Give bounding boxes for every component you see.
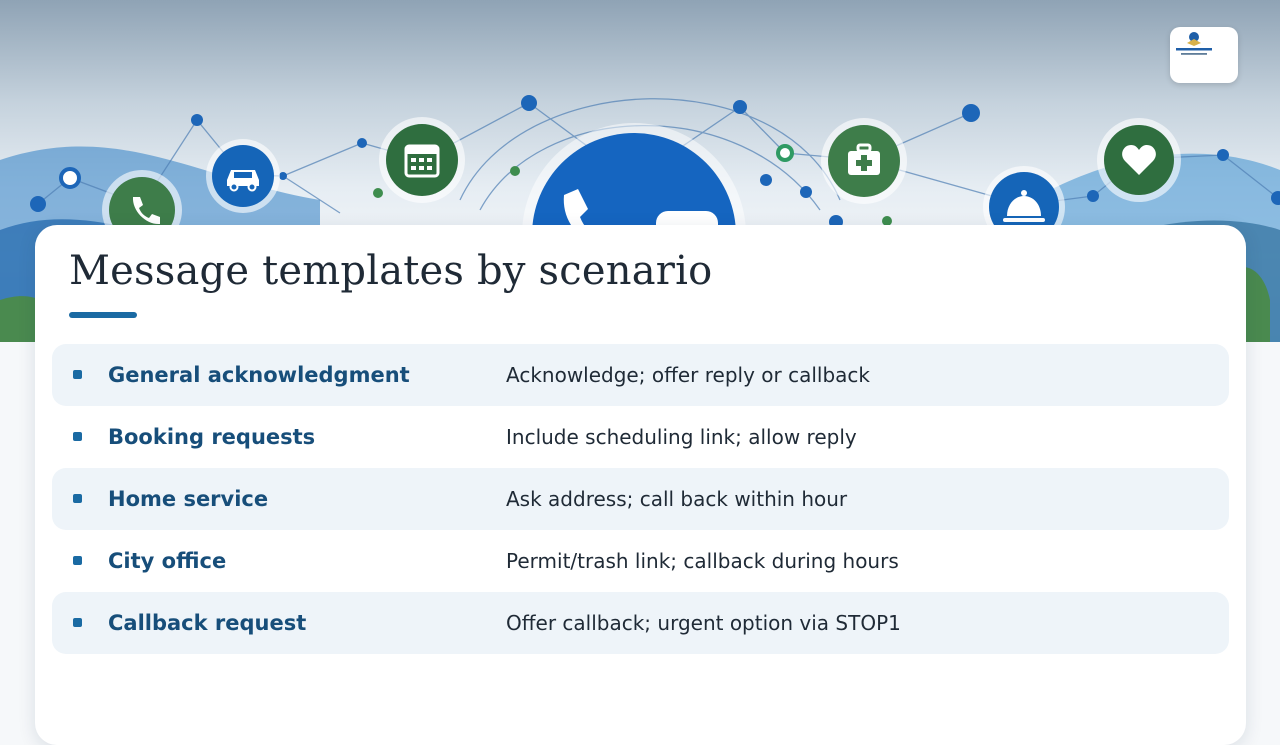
company-logo: [1170, 27, 1238, 83]
list-item: [52, 530, 1229, 592]
list-item: [52, 468, 1229, 530]
bullet-icon: [73, 556, 82, 565]
scenario-label: Home service: [108, 487, 269, 511]
scenario-label: Callback request: [108, 611, 307, 635]
car-icon: [212, 145, 274, 207]
list-item: [52, 406, 1229, 468]
page-title: Message templates by scenario: [69, 248, 713, 294]
content-card: [35, 225, 1246, 745]
template-text: Include scheduling link; allow reply: [506, 425, 857, 449]
scenario-label: General acknowledgment: [108, 363, 410, 387]
title-underline: [69, 312, 137, 318]
logo-mark: [1170, 27, 1218, 63]
heart-icon: [1104, 125, 1174, 195]
template-text: Acknowledge; offer reply or callback: [506, 363, 870, 387]
calendar-icon: [386, 124, 458, 196]
bullet-icon: [73, 432, 82, 441]
bullet-icon: [73, 618, 82, 627]
first-aid-icon: [828, 125, 900, 197]
template-text: Offer callback; urgent option via STOP1: [506, 611, 901, 635]
template-text: Permit/trash link; callback during hours: [506, 549, 899, 573]
bullet-icon: [73, 370, 82, 379]
bullet-icon: [73, 494, 82, 503]
list-item: [52, 344, 1229, 406]
scenario-list: [52, 344, 1229, 654]
template-text: Ask address; call back within hour: [506, 487, 848, 511]
scenario-label: City office: [108, 549, 227, 573]
scenario-label: Booking requests: [108, 425, 316, 449]
list-item: [52, 592, 1229, 654]
